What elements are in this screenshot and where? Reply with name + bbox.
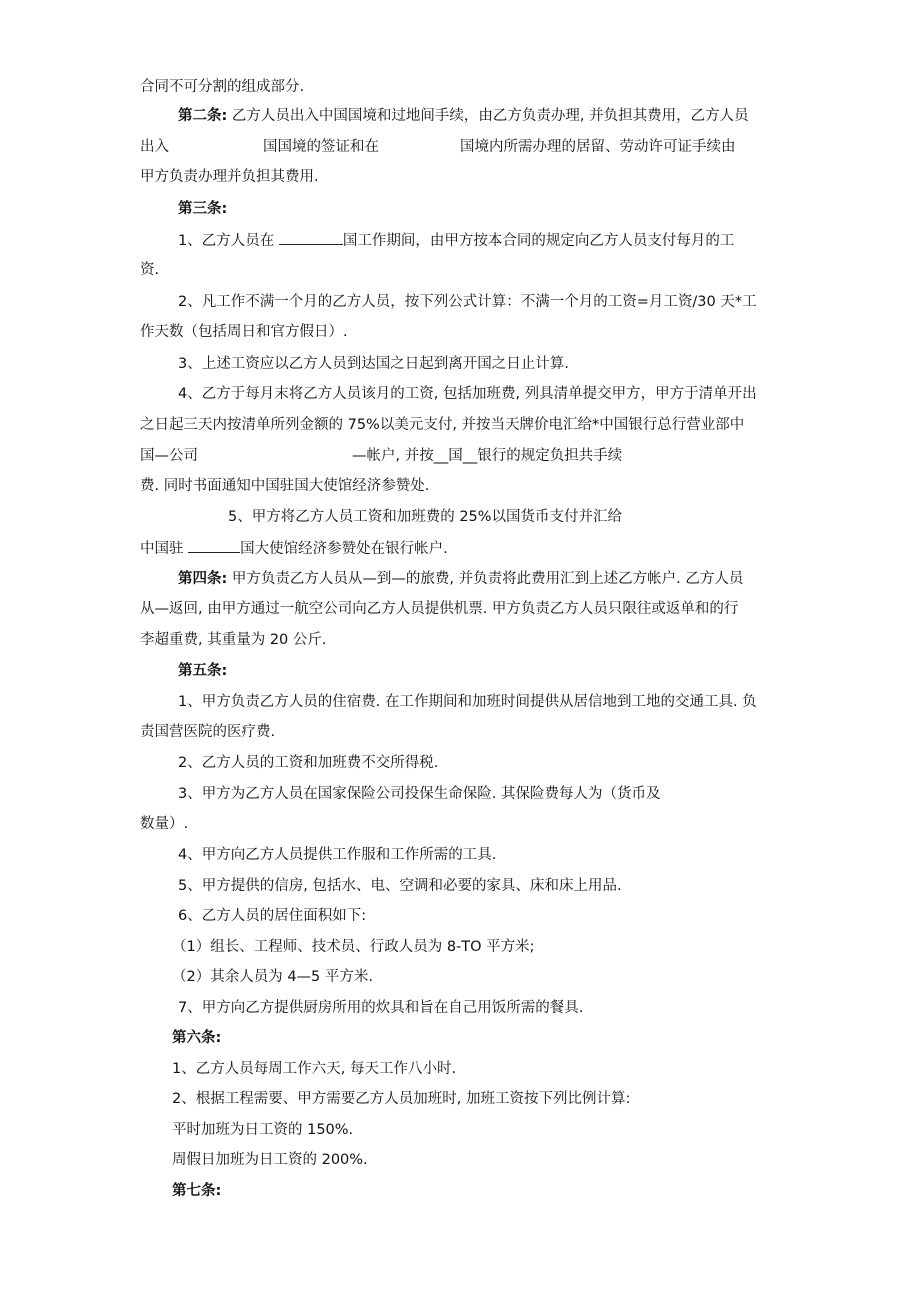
article-4-text: 甲方负责乙方人员从—到—的旅费, 并负责将此费用汇到上述乙方帐户. 乙方人员 (227, 571, 744, 587)
article-3-item4: 4、乙方于每月末将乙方人员该月的工资, 包括加班费, 列具清单提交甲方，甲方于清单开出 (178, 386, 757, 402)
article-2-heading: 第二条: (178, 108, 228, 124)
article-5-item2: 2、乙方人员的工资和加班费不交所得税. (178, 755, 439, 771)
article-3-item5-end: 国大使馆经济参赞处在银行帐户. (240, 541, 448, 557)
article-3-item5: 5、甲方将乙方人员工资和加班费的 25%以国货币支付并汇给 (228, 509, 623, 525)
article-3-item2: 2、凡工作不满一个月的乙方人员，按下列公式计算：不满一个月的工资=月工资/30 天*工 (178, 294, 757, 310)
article-5-item6-sub2: （2）其余人员为 4—5 平方米. (172, 969, 374, 985)
article-4 (178, 569, 743, 589)
paragraph-continuation: 合同不可分割的组成部分. (140, 79, 305, 95)
article-3-item1-start: 1、乙方人员在 (178, 233, 279, 249)
article-5-item4: 4、甲方向乙方人员提供工作服和工作所需的工具. (178, 847, 497, 863)
article-2-line2a: 出入 (140, 139, 169, 155)
article-4-cont2: 李超重费, 其重量为 20 公斤. (140, 632, 327, 648)
article-2-line3: 甲方负责办理并负担其费用. (140, 169, 319, 185)
article-7-heading: 第七条: (172, 1183, 222, 1199)
article-3-heading: 第三条: (178, 201, 228, 217)
article-5-item1: 1、甲方负责乙方人员的住宿费. 在工作期间和加班时间提供从居信地到工地的交通工具. 负 (178, 694, 757, 710)
article-3-item2-cont: 作天数（包括周日和官方假日）. (140, 324, 348, 340)
article-6-heading: 第六条: (172, 1030, 222, 1046)
article-3-item3: 3、上述工资应以乙方人员到达国之日起到离开国之日止计算. (178, 356, 569, 372)
article-5-item3: 3、甲方为乙方人员在国家保险公司投保生命保险. 其保险费每人为（货币及 (178, 786, 661, 802)
article-5-item7: 7、甲方向乙方提供厨房所用的炊具和旨在自己用饭所需的餐具. (178, 1000, 584, 1016)
article-6-rate1: 平时加班为日工资的 150%. (172, 1122, 354, 1138)
article-4-heading: 第四条: (178, 571, 228, 587)
article-3-item1-cont: 资. (140, 262, 160, 278)
article-3-item4-cont2b: —帐户, 并按__国__银行的规定负担共手续 (352, 448, 623, 464)
article-6-rate2: 周假日加班为日工资的 200%. (172, 1152, 368, 1168)
article-5-item6-sub1: （1）组长、工程师、技术员、行政人员为 8-TO 平方米; (172, 939, 535, 955)
article-5-item6: 6、乙方人员的居住面积如下: (178, 908, 367, 924)
article-3-item4-cont1: 之日起三天内按清单所列金额的 75%以美元支付, 并按当天牌价电汇给*中国银行总行营业部中 (140, 417, 745, 433)
article-3-item5-start: 中国驻 (140, 541, 189, 557)
article-5-item3-cont: 数量）. (140, 816, 189, 832)
blank-field (188, 538, 240, 553)
article-2-text: 乙方人员出入中国国境和过地间手续，由乙方负责办理, 并负担其费用，乙方人员 (227, 108, 749, 124)
article-2 (178, 106, 749, 126)
article-3-item5-cont (140, 538, 448, 559)
article-6-item2: 2、根据工程需要、甲方需要乙方人员加班时, 加班工资按下列比例计算: (172, 1091, 631, 1107)
article-3-item1 (178, 230, 734, 251)
article-4-cont1: 从—返回, 由甲方通过一航空公司向乙方人员提供机票. 甲方负责乙方人员只限往或返单和的行 (140, 601, 739, 617)
article-5-item5: 5、甲方提供的信房, 包括水、电、空调和必要的家具、床和床上用品. (178, 878, 622, 894)
article-6-item1: 1、乙方人员每周工作六天, 每天工作八小时. (172, 1061, 457, 1077)
article-3-item1-end: 国工作期间，由甲方按本合同的规定向乙方人员支付每月的工 (342, 233, 735, 249)
article-5-item1-cont: 责国营医院的医疗费. (140, 724, 276, 740)
blank-field (279, 230, 343, 245)
article-2-line2c: 国境内所需办理的居留、劳动许可证手续由 (460, 139, 736, 155)
article-3-item4-cont3: 费. 同时书面通知中国驻国大使馆经济参赞处. (140, 478, 430, 494)
article-3-item4-cont2a: 国—公司 (140, 448, 198, 464)
article-2-line2b: 国国境的签证和在 (263, 139, 379, 155)
article-5-heading: 第五条: (178, 663, 228, 679)
